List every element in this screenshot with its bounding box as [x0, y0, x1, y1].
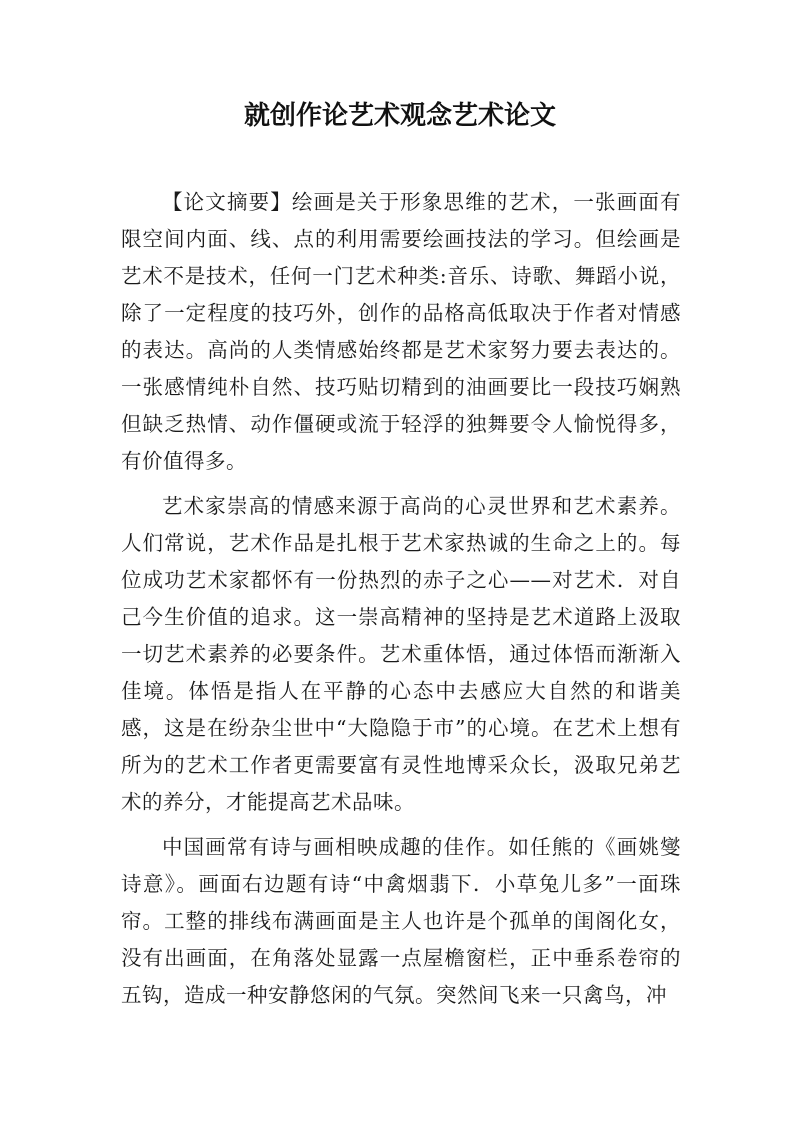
body-paragraph-2: 中国画常有诗与画相映成趣的佳作。如任熊的《画姚燮诗意》。画面右边题有诗“中禽烟翡下．小草兔儿多”一面珠帘。工整的排线布满画面是主人也许是个孤单的闺阁化女，没有出画面，在角落处显露一点屋檐窗栏，正中垂系卷帘的五钩，造成一种安静悠闲的气氛。突然间飞来一只禽鸟，冲	[121, 835, 681, 1007]
document-body	[121, 184, 681, 1022]
abstract-paragraph: 【论文摘要】绘画是关于形象思维的艺术，一张画面有限空间内面、线、点的利用需要绘画技法的学习。但绘画是艺术不是技术，任何一门艺术种类:音乐、诗歌、舞蹈小说，除了一定程度的技巧外，创作的品格高低取决于作者对情感的表达。高尚的人类情感始终都是艺术家努力要去表达的。一张感情纯朴自然、技巧贴切精到的油画要比一段技巧娴熟但缺乏热情、动作僵硬或流于轻浮的独舞要令人愉悦得多，有价值得多。	[121, 190, 681, 473]
document-title: 就创作论艺术观念艺术论文	[243, 101, 556, 131]
body-paragraph-1: 艺术家崇高的情感来源于高尚的心灵世界和艺术素养。人们常说，艺术作品是扎根于艺术家热诚的生命之上的。每位成功艺术家都怀有一份热烈的赤子之心——对艺术．对自己今生价值的追求。这一崇高精神的坚持是艺术道路上汲取一切艺术素养的必要条件。艺术重体悟，通过体悟而渐渐入佳境。体悟是指人在平静的心态中去感应大自然的和谐美感，这是在纷杂尘世中“大隐隐于市”的心境。在艺术上想有所为的艺术工作者更需要富有灵性地博采众长，汲取兄弟艺术的养分，才能提高艺术品味。	[121, 494, 681, 814]
